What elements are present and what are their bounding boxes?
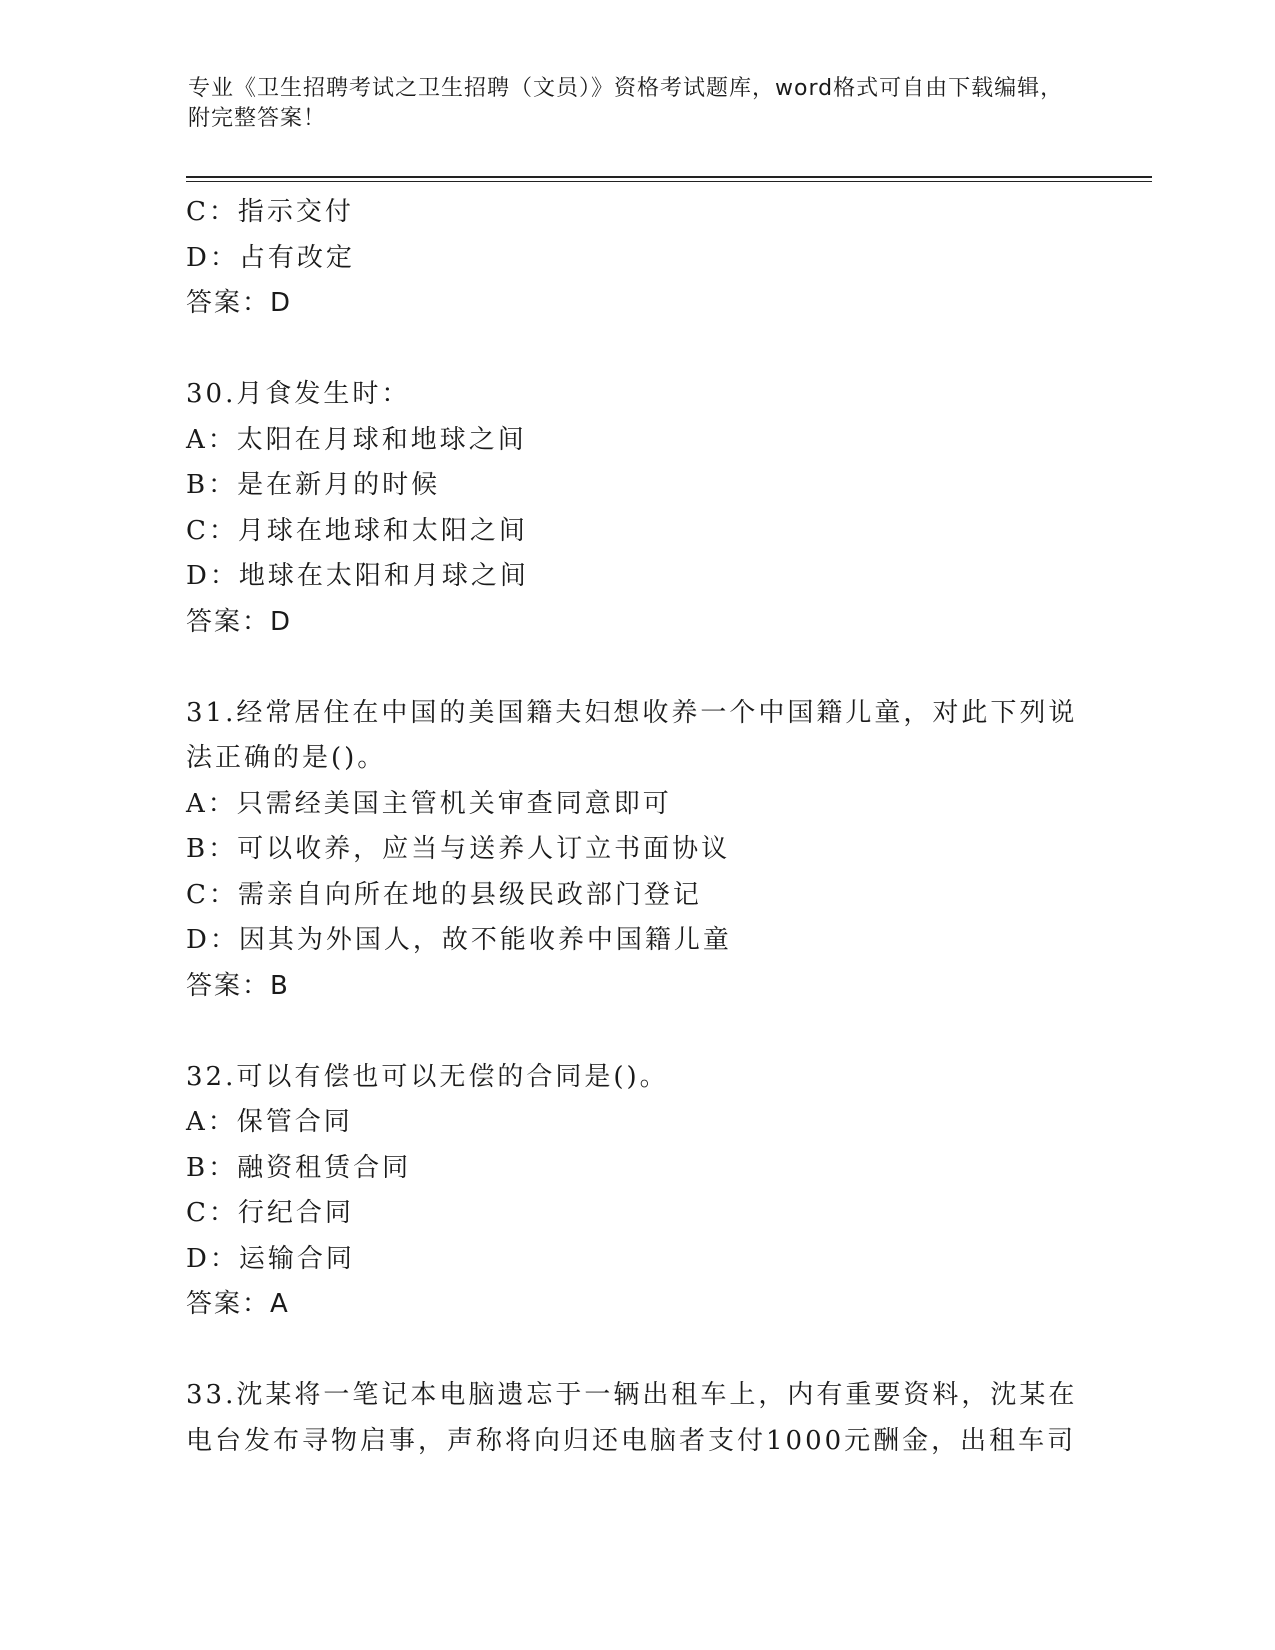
question-30 (186, 372, 1086, 645)
question-text: 32.可以有偿也可以无偿的合同是()。 (186, 1061, 669, 1092)
question-31 (186, 691, 1086, 1010)
option-d: D：地球在太阳和月球之间 (186, 561, 529, 591)
option-b: B：融资租赁合同 (186, 1152, 412, 1183)
question-text: 30.月食发生时： (186, 379, 411, 409)
carryover-option-d: D：占有改定 (186, 242, 355, 273)
spacer (186, 1009, 1086, 1055)
answer: 答案：B (186, 970, 290, 1001)
option-d: D：运输合同 (186, 1243, 355, 1274)
option-a: A：只需经美国主管机关审查同意即可 (186, 788, 672, 819)
option-d: D：因其为外国人，故不能收养中国籍儿童 (186, 925, 732, 955)
option-a: A：太阳在月球和地球之间 (186, 424, 527, 455)
spacer (186, 645, 1086, 691)
document-body (186, 190, 1086, 1464)
question-33 (186, 1373, 1086, 1464)
spacer (186, 1328, 1086, 1374)
option-b: B：可以收养，应当与送养人订立书面协议 (186, 834, 731, 864)
option-c: C：行纪合同 (186, 1198, 354, 1228)
question-text: 33.沈某将一笔记本电脑遗忘于一辆出租车上，内有重要资料，沈某在电台发布寻物启事，声称将向归还电脑者支付1000元酬金，出租车司 (186, 1380, 1078, 1456)
header-divider (186, 176, 1152, 182)
spacer (186, 327, 1086, 373)
carryover-answer: 答案：D (186, 288, 293, 318)
answer: 答案：A (186, 1289, 290, 1319)
option-c: C：月球在地球和太阳之间 (186, 515, 528, 546)
option-a: A：保管合同 (186, 1107, 353, 1137)
answer: 答案：D (186, 606, 293, 637)
option-b: B：是在新月的时候 (186, 470, 441, 500)
carryover-option-c: C：指示交付 (186, 197, 354, 227)
option-c: C：需亲自向所在地的县级民政部门登记 (186, 879, 702, 910)
question-text: 31.经常居住在中国的美国籍夫妇想收养一个中国籍儿童，对此下列说法正确的是()。 (186, 697, 1078, 773)
question-32 (186, 1055, 1086, 1328)
page-header-text: 专业《卫生招聘考试之卫生招聘（文员）》资格考试题库，word格式可自由下载编辑，附完整答案！ (188, 76, 1064, 131)
